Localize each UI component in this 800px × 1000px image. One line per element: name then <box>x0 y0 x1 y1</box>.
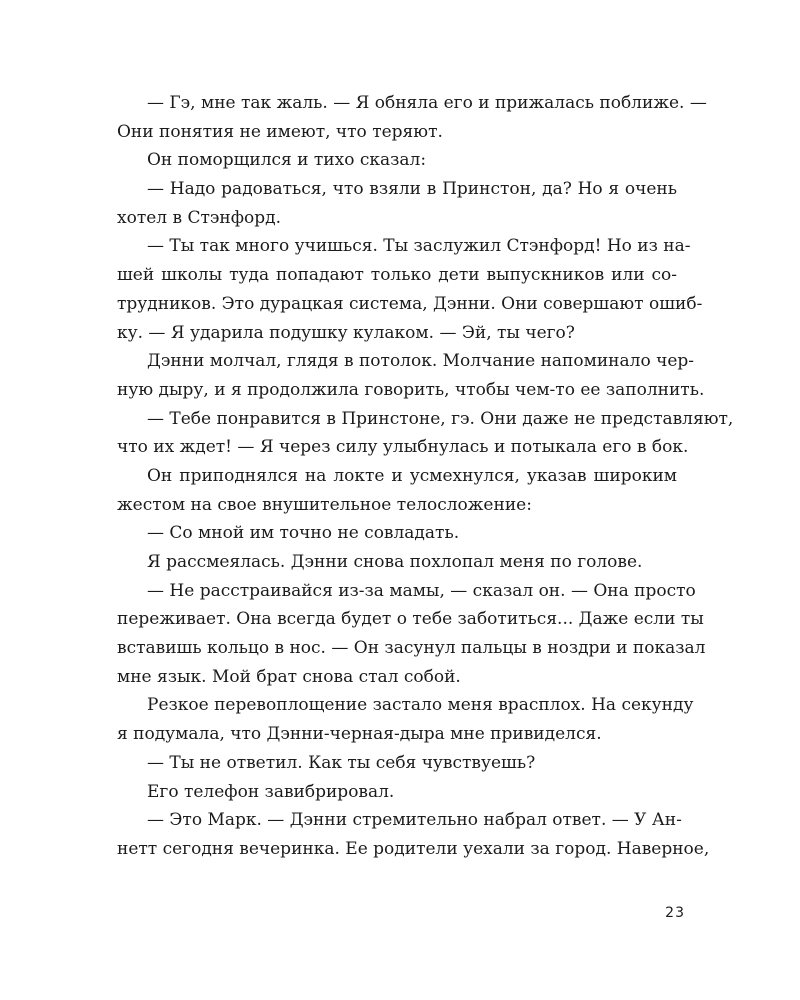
text-line: ку. — Я ударила подушку кулаком. — Эй, ты чего? <box>117 322 575 343</box>
text-line: Его телефон завибрировал. <box>147 781 395 802</box>
text-line: — Надо радоваться, что взяли в Принстон, да? Но я очень <box>147 179 677 200</box>
text-line: что их ждет! — Я через силу улыбнулась и потыкала его в бок. <box>117 437 689 458</box>
text-line: я подумала, что Дэнни-черная-дыра мне привиделся. <box>117 724 602 745</box>
text-line: Он приподнялся на локте и усмехнулся, указав широким <box>147 465 677 486</box>
text-line: ную дыру, и я продолжила говорить, чтобы чем-то ее заполнить. <box>117 379 705 400</box>
text-line: переживает. Она всегда будет о тебе заботиться... Даже если ты <box>117 609 704 630</box>
text-line: трудников. Это дурацкая система, Дэнни. Они совершают ошиб- <box>117 293 703 314</box>
body-text <box>117 89 734 864</box>
text-line: жестом на свое внушительное телосложение: <box>117 494 532 515</box>
text-line: Я рассмеялась. Дэнни снова похлопал меня по голове. <box>147 552 643 572</box>
text-line: — Со мной им точно не совладать. <box>147 523 460 544</box>
text-line: Они понятия не имеют, что теряют. <box>117 121 443 142</box>
text-line: — Тебе понравится в Принстоне, гэ. Они даже не представляют, <box>147 408 734 429</box>
text-line: нетт сегодня вечеринка. Ее родители уехали за город. Наверное, <box>117 838 710 859</box>
text-line: вставишь кольцо в нос. — Он засунул пальцы в ноздри и показал <box>117 638 706 659</box>
text-line: шей школы туда попадают только дети выпускников или со- <box>117 265 677 286</box>
text-line: — Ты так много учишься. Ты заслужил Стэнфорд! Но из на- <box>147 236 691 257</box>
text-line: мне язык. Мой брат снова стал собой. <box>117 666 461 687</box>
text-line: Дэнни молчал, глядя в потолок. Молчание напоминало чер- <box>147 351 695 372</box>
text-line: — Ты не ответил. Как ты себя чувствуешь? <box>147 752 536 773</box>
text-line: — Не расстраивайся из-за мамы, — сказал он. — Она просто <box>147 580 696 601</box>
text-line: хотел в Стэнфорд. <box>117 207 282 228</box>
text-line: — Гэ, мне так жаль. — Я обняла его и прижалась поближе. — <box>147 93 707 113</box>
text-line: Он поморщился и тихо сказал: <box>147 150 427 171</box>
text-line: Резкое перевоплощение застало меня врасплох. На секунду <box>147 695 694 716</box>
page-number: 23 <box>665 905 685 921</box>
text-line: — Это Марк. — Дэнни стремительно набрал ответ. — У Ан- <box>147 810 682 831</box>
